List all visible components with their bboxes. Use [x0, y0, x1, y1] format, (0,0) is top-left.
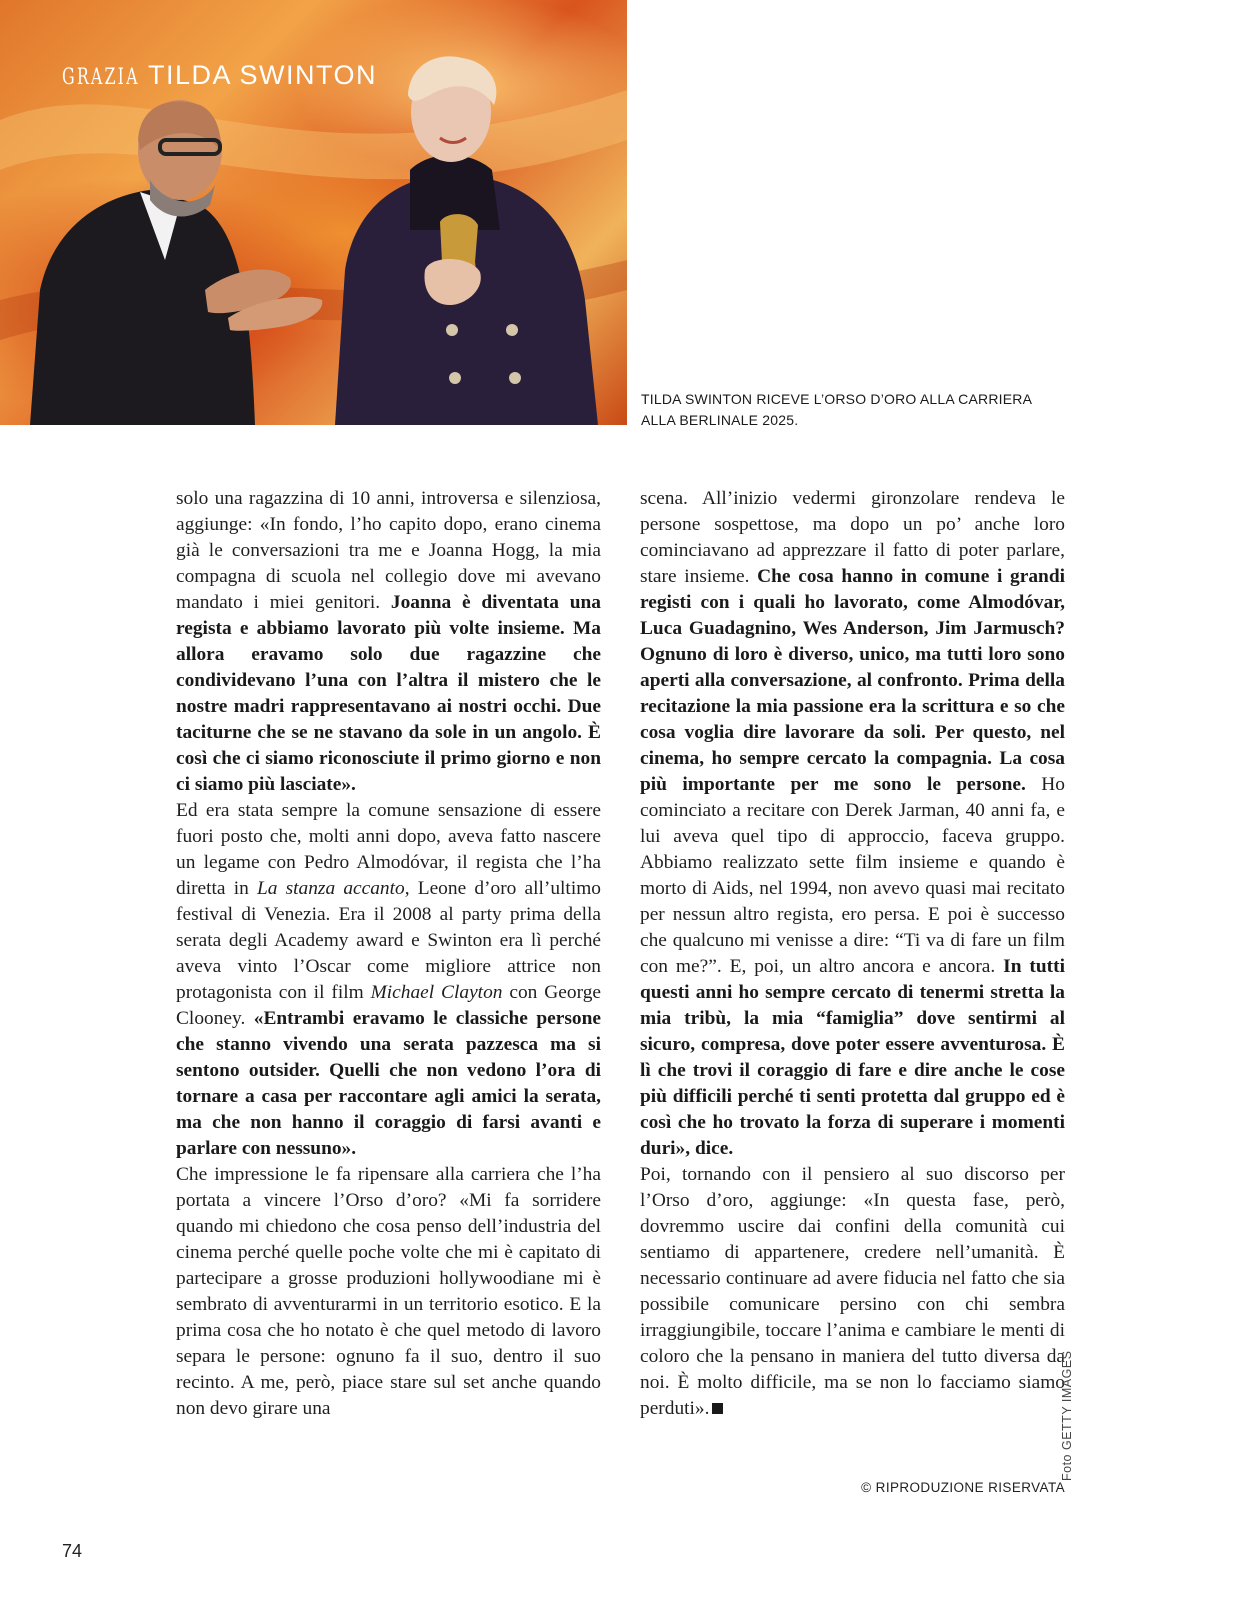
highlight-text: In tutti questi anni ho sempre cercato di tenermi stretta la mia tribù, la mia “famiglia” dove sentirmi al sicuro, compresa, dove poter essere avventurosa. È lì che trovi il coraggio di fare e dire anche le cose più difficili perché ti senti protetta dal gruppo ed è così che ho trovato la forza di superare i momenti duri», dice. — [640, 956, 1065, 1159]
photo-caption — [641, 389, 1071, 431]
body-text: Ed era stata sempre la comune sensazione di essere fuori posto che, molti anni dopo, aveva fatto nascere un legame con Pedro Almodóvar, il regista che l’ha diretta in — [176, 800, 601, 899]
article-title: TILDA SWINTON — [148, 60, 378, 90]
photo-credit-text: Foto GETTY IMAGES — [1060, 1350, 1074, 1481]
right-column — [640, 486, 1065, 1422]
copyright-notice: © RIPRODUZIONE RISERVATA — [861, 1480, 1065, 1495]
caption-line-2: ALLA BERLINALE 2025. — [641, 412, 799, 428]
paragraph — [640, 1162, 1065, 1422]
paragraph — [176, 798, 601, 1162]
body-text: Che impressione le fa ripensare alla carriera che l’ha portata a vincere l’Orso d’oro? «Mi fa sorridere quando mi chiedono che cosa penso dell’industria del cinema perché quelle poche volte che mi è capitato di partecipare a grosse produzioni hollywoodiane mi è sembrato di avventurarmi in un territorio esotico. E la prima cosa che ho notato è che quel metodo di lavoro separa le persone: ognuno fa il suo, dentro il suo recinto. A me, però, piace stare sul set anche quando non devo girare una — [176, 1164, 601, 1419]
caption-line-1: TILDA SWINTON RICEVE L’ORSO D’ORO ALLA CARRIERA — [641, 391, 1033, 407]
page-number: 74 — [62, 1541, 83, 1561]
body-text: , Leone d’oro all’ultimo festival di Venezia. Era il 2008 al party prima della serata degli Academy award e Swinton era lì perché aveva vinto l’Oscar come migliore attrice non protagonista con il film — [176, 878, 601, 1003]
paragraph — [176, 486, 601, 798]
hero-photo — [0, 0, 627, 425]
masthead — [62, 60, 377, 94]
highlight-text: Joanna è diventata una regista e abbiamo lavorato più volte insieme. Ma allora eravamo solo due ragazzine che condividevano l’una con l’altra il mistero che le nostre madri rappresentavano ai nostri occhi. Due taciturne che se ne stavano da sole in un angolo. È così che ci siamo riconosciute il primo giorno e non ci siamo più lasciate». — [176, 592, 602, 795]
left-column — [176, 486, 601, 1422]
body-text: scena. All’inizio vedermi gironzolare rendeva le persone sospettose, ma dopo un po’ anche loro cominciavano ad apprezzare il fatto di poter parlare, stare insieme. — [640, 488, 1065, 587]
body-text: con George Clooney. — [176, 982, 602, 1029]
paragraph — [640, 486, 1065, 1162]
film-title: La stanza accanto — [256, 878, 405, 899]
body-text: solo una ragazzina di 10 anni, introversa e silenziosa, aggiunge: «In fondo, l’ho capito dopo, erano cinema già le conversazioni tra me e Joanna Hogg, la mia compagna di scuola nel collegio dove mi avevano mandato i miei genitori. — [176, 488, 601, 613]
film-title: Michael Clayton — [370, 982, 503, 1003]
magazine-brand: GRAZIA — [62, 65, 140, 90]
end-of-article-mark — [712, 1403, 723, 1414]
body-text: Poi, tornando con il pensiero al suo discorso per l’Orso d’oro, aggiunge: «In questa fase, però, dovremmo uscire dai confini della comunità cui sentiamo di appartenere, credere nell’umanità. È necessario continuare ad avere fiducia nel fatto che sia possibile comunicare persino con chi sembra irraggiungibile, toccare l’anima e cambiare le menti di coloro che la pensano in maniera del tutto diversa da noi. È molto difficile, ma se non lo facciamo siamo perduti». — [640, 1164, 1065, 1419]
highlight-text: Che cosa hanno in comune i grandi registi con i quali ho lavorato, come Almodóvar, Luca Guadagnino, Wes Anderson, Jim Jarmusch? Ognuno di loro è diverso, unico, ma tutti loro sono aperti alla conversazione, al confronto. Prima della recitazione la mia passione era la scrittura e so che cosa voglia dire lavorare da soli. Per questo, nel cinema, ho sempre cercato la compagnia. La cosa più importante per me sono le persone. — [640, 566, 1065, 795]
body-text: Ho cominciato a recitare con Derek Jarman, 40 anni fa, e lui aveva quel tipo di approccio, faceva gruppo. Abbiamo realizzato sette film insieme e quando è morto di Aids, nel 1994, non avevo quasi mai recitato per nessun altro regista, ero persa. E poi è successo che qualcuno mi venisse a dire: “Ti va di fare un film con me?”. E, poi, un altro ancora e ancora. — [640, 774, 1066, 977]
paragraph — [176, 1162, 601, 1422]
highlight-text: «Entrambi eravamo le classiche persone che stanno vivendo una serata pazzesca ma si sentono outsider. Quelli che non vedono l’ora di tornare a casa per raccontare agli amici la serata, ma che non hanno il coraggio di farsi avanti e parlare con nessuno». — [176, 1008, 601, 1159]
